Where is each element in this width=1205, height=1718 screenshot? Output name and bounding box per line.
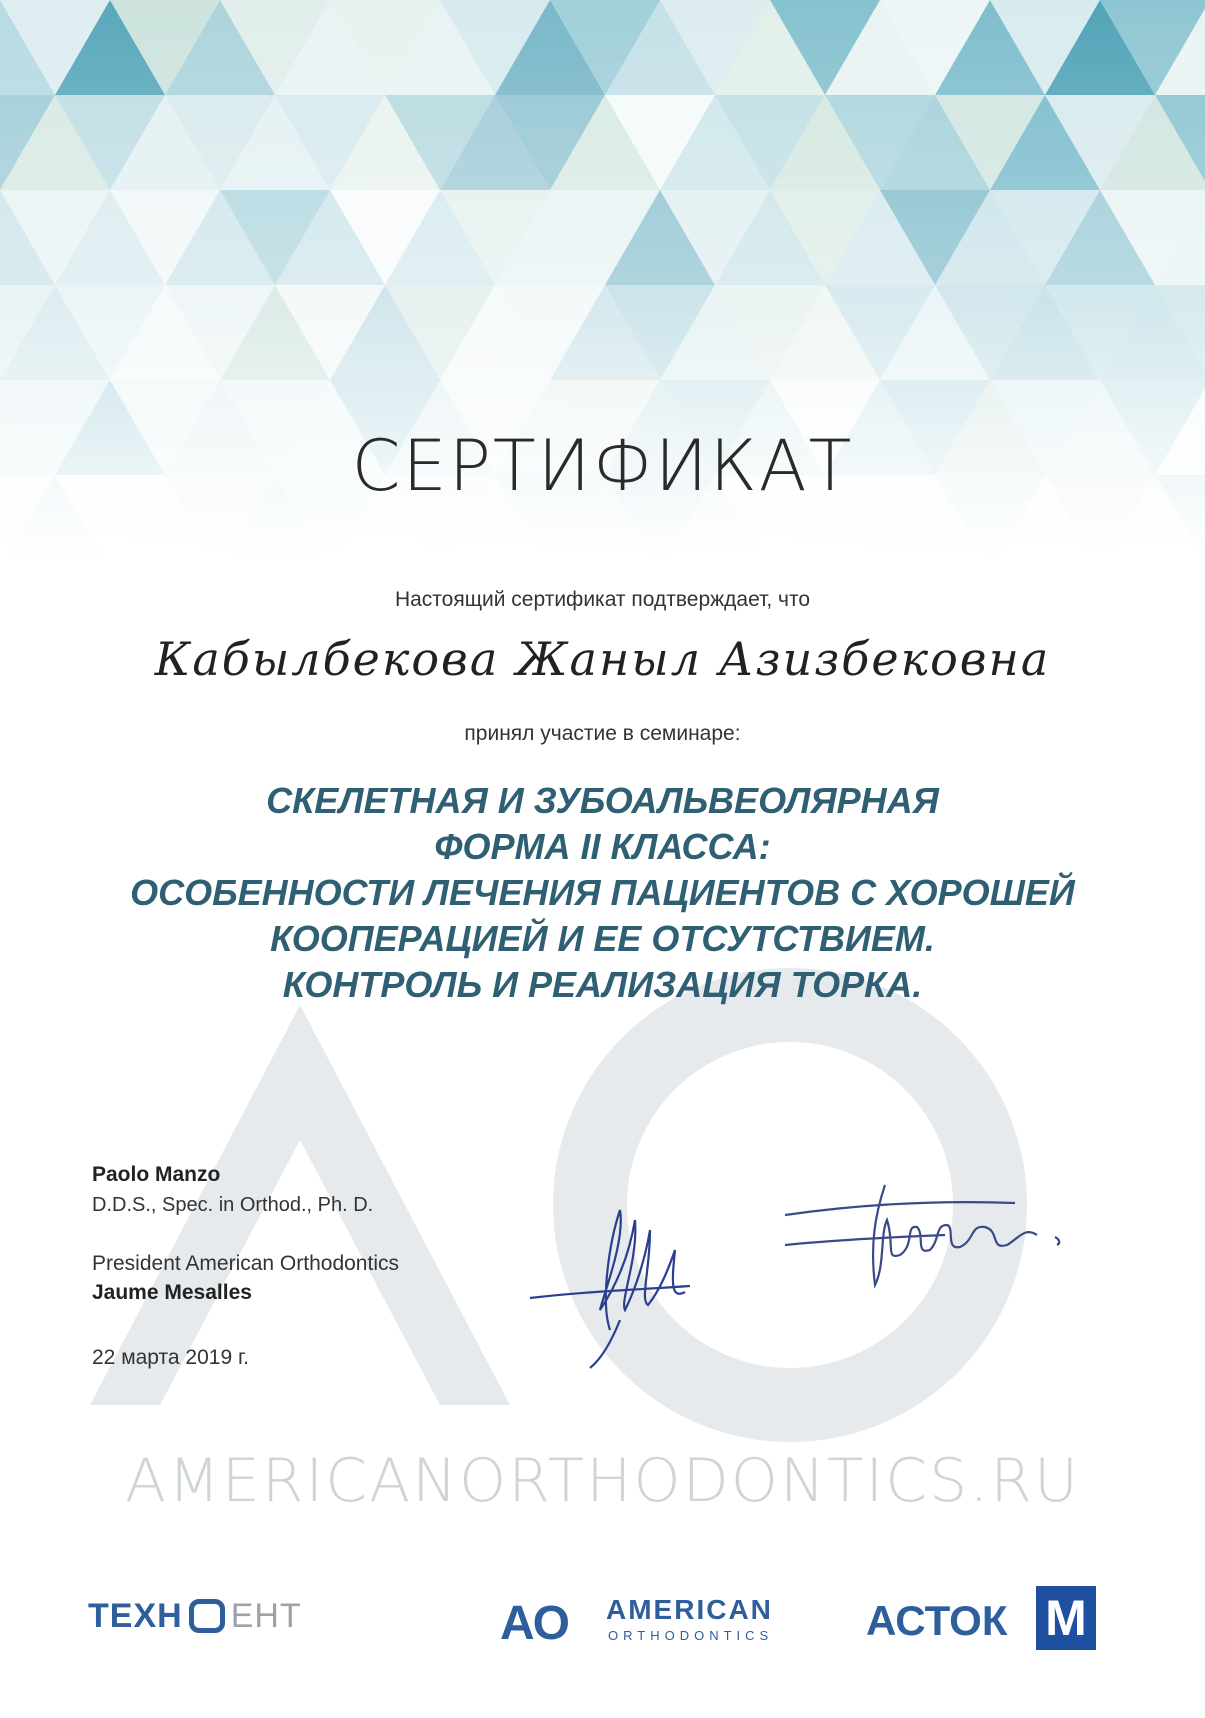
seminar-line: ФОРМА II КЛАССА: [434,826,771,867]
signatory-role-2: President American Orthodontics [92,1252,399,1275]
certificate-title: СЕРТИФИКАТ [351,425,854,507]
signatory-name-1: Paolo Manzo [92,1163,221,1186]
astok-m-icon: M [1036,1586,1096,1650]
signature-1 [510,1180,710,1370]
ao-logo-word-orthodontics: ORTHODONTICS [608,1628,774,1643]
confirm-text: Настоящий сертификат подтверждает, что [394,588,811,611]
seminar-line: ОСОБЕННОСТИ ЛЕЧЕНИЯ ПАЦИЕНТОВ С ХОРОШЕЙ [130,872,1075,913]
seminar-line: КООПЕРАЦИЕЙ И ЕЕ ОТСУТСТВИЕМ. [270,918,935,959]
tehnodent-logo-part-b: ЕНТ [230,1597,302,1635]
ao-logo-mark: AO [500,1597,568,1650]
issue-date: 22 марта 2019 г. [92,1346,249,1369]
seminar-line: КОНТРОЛЬ И РЕАЛИЗАЦИЯ ТОРКА. [282,964,923,1005]
participated-text: принял участие в семинаре: [464,722,741,745]
ao-logo-word-american: AMERICAN [606,1594,773,1625]
seminar-title [40,778,1165,1008]
tooth-icon [189,1599,225,1633]
seminar-line: СКЕЛЕТНАЯ И ЗУБОАЛЬВЕОЛЯРНАЯ [266,780,939,821]
tehnodent-logo [88,1597,302,1636]
signature-2 [775,1165,1085,1305]
signatory-name-2: Jaume Mesalles [92,1281,252,1304]
tehnodent-logo-part-a: ТЕХН [88,1597,183,1635]
astok-logo: АСТОК [866,1597,1008,1644]
website-url: AMERICANORTHODONTICS.RU [125,1446,1080,1516]
recipient-name: Кабылбекова Жаныл Азизбековна [154,632,1051,686]
signatory-degree-1: D.D.S., Spec. in Orthod., Ph. D. [92,1194,374,1216]
